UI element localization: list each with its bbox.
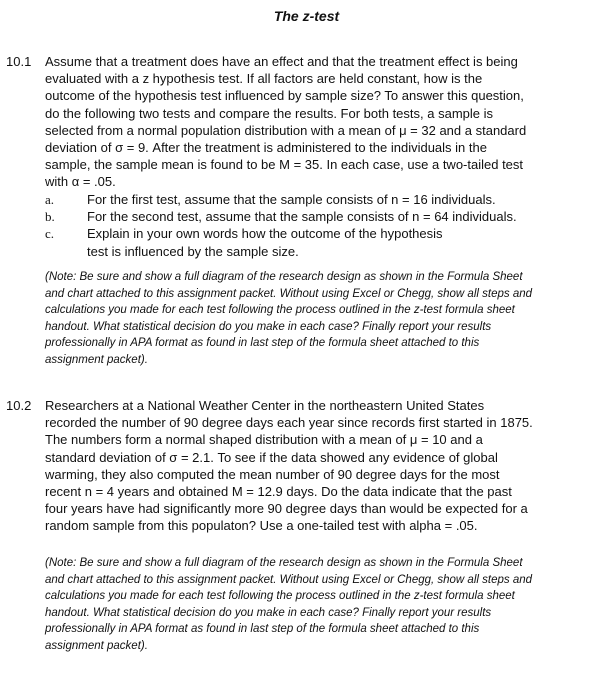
question-10-1-subitems <box>45 191 545 260</box>
subitem-a-text: For the first test, assume that the sample consists of n = 16 individuals. <box>87 192 496 207</box>
question-10-1-note: (Note: Be sure and show a full diagram of the research design as shown in the Formula Sheet and chart attached to this assignment packet. Without using Excel or Chegg, show all steps and calculations you made for each test following the process outlined in the z-test formula sheet handout. What statistical decision do you make in each case? Finally report your results professionally in APA format as found in last step of the formula sheet attached to this assignment packet). <box>45 271 533 366</box>
question-10-1-text: Assume that a treatment does have an effect and that the treatment effect is being evaluated with a z hypothesis test. If all factors are held constant, how is the outcome of the hypothesis test influenced by sample size? To answer this question, do the following two tests and compare the results. For both tests, a sample is selected from a normal population distribution with a mean of μ = 32 and a standard deviation of σ = 9. After the treatment is administered to the individuals in the sample, the sample mean is found to be M = 35. In each case, use a two-tailed test with α = .05. <box>45 54 527 190</box>
subitem-b-letter: b. <box>45 209 55 225</box>
subitem-b-text: For the second test, assume that the sample consists of n = 64 individuals. <box>87 209 517 225</box>
question-10-2-text: Researchers at a National Weather Center in the northeastern United States recorded the number of 90 degree days each year since records first started in 1875. The numbers form a normal shaped distribution with a mean of μ = 10 and a standard deviation of σ = 2.1. To see if the data showed any evidence of global warming, they also computed the mean number of 90 degree days for the most recent n = 4 years and obtained M = 12.9 days. Do the data indicate that the past four years have had significantly more 90 degree days than would be expected for a random sample from this populaton? Use a one-tailed test with alpha = .05. <box>45 398 533 534</box>
question-10-2-note: (Note: Be sure and show a full diagram of the research design as shown in the Formula Sheet and chart attached to this assignment packet. Without using Excel or Chegg, show all steps and calculations you made for each test following the process outlined in the z-test formula sheet handout. What statistical decision do you make in each case? Finally report your results professionally in APA format as found in last step of the formula sheet attached to this assignment packet). <box>45 557 533 652</box>
question-number-10-2: 10.2 <box>6 398 32 413</box>
subitem-c <box>45 225 545 259</box>
subitem-c-text: Explain in your own words how the outcome of the hypothesis test is influenced by the sample size. <box>87 226 443 259</box>
subitem-a <box>45 191 545 208</box>
page-title: The z-test <box>273 8 340 24</box>
subitem-a-letter: a. <box>45 192 55 207</box>
question-number-10-1: 10.1 <box>6 54 32 69</box>
subitem-b <box>45 208 545 225</box>
subitem-c-letter: c. <box>45 226 55 242</box>
